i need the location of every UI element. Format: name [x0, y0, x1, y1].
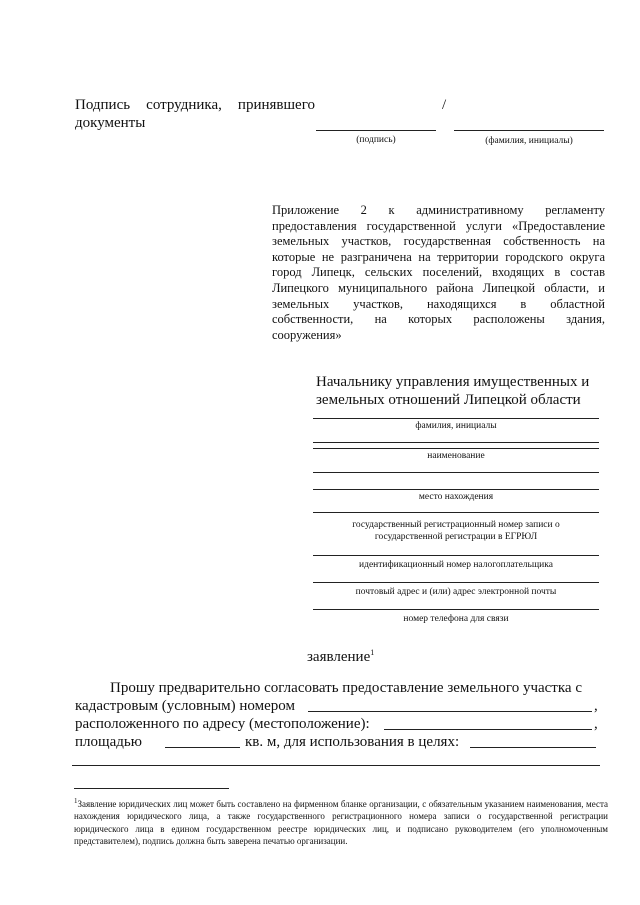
field-caption-name: фамилия, инициалы [415, 421, 497, 431]
addressee-line-1: Начальнику управления имущественных и [316, 374, 590, 390]
statement-line-1: Прошу предварительно согласовать предоставление земельного участка с [110, 680, 582, 696]
appendix-line: Приложение 2 к административному регламенту [272, 203, 605, 217]
field-caption-phone: номер телефона для связи [403, 614, 509, 624]
field-line-extra-1[interactable] [313, 472, 599, 473]
addressee-line-2: земельных отношений Липецкой области [316, 392, 581, 408]
area-input-line[interactable] [165, 747, 240, 748]
signature-slash: / [442, 97, 447, 113]
field-line-phone[interactable] [313, 609, 599, 610]
name-line [454, 130, 604, 131]
field-caption-address: почтовый адрес и (или) адрес электронной почты [355, 587, 557, 597]
field-line-separator [313, 442, 599, 443]
field-line-location[interactable] [313, 489, 599, 490]
name-caption: (фамилия, инициалы) [485, 136, 573, 146]
field-line-extra-2[interactable] [313, 512, 599, 513]
appendix-line: Липецкого муниципального района Липецкой области, и [272, 280, 605, 295]
field-caption-ogrn-1: государственный регистрационный номер записи о [352, 520, 560, 530]
address-label: расположенного по адресу (местоположение): [75, 716, 370, 732]
signature-label: Подпись сотрудника, принявшего документы [75, 97, 315, 131]
footnote-mark: 1 [74, 797, 78, 805]
statement-title [307, 644, 374, 666]
area-unit: кв. м, для использования в целях: [245, 734, 460, 750]
appendix-text [272, 203, 605, 343]
cadastral-input-line[interactable] [308, 711, 592, 712]
field-line-title[interactable] [313, 448, 599, 449]
appendix-line: земельных участков, находящихся в областной [272, 296, 605, 311]
statement-title-text: заявление [307, 649, 371, 665]
field-caption-location: место нахождения [418, 492, 494, 502]
area-label: площадью [75, 734, 142, 750]
appendix-line: сооружения» [272, 327, 342, 342]
appendix-line: земельных участков, государственная собственность на [272, 234, 605, 249]
appendix-line: предоставления государственной услуги «Предоставление [272, 218, 605, 233]
field-line-address[interactable] [313, 582, 599, 583]
appendix-line: которые не разграничена на территории городского округа [272, 249, 605, 264]
address-comma: , [594, 716, 598, 732]
field-caption-inn: идентификационный номер налогоплательщика [359, 560, 553, 570]
purpose-input-line[interactable] [470, 747, 596, 748]
address-input-line[interactable] [384, 729, 592, 730]
field-caption-title: наименование [427, 451, 485, 461]
full-width-input-line[interactable] [72, 765, 600, 766]
footnote-text [74, 795, 608, 848]
cadastral-comma: , [594, 698, 598, 714]
appendix-line: собственности, на которых расположены здания, [272, 312, 605, 327]
footnote-separator [74, 788, 229, 789]
field-caption-ogrn-2: государственной регистрации в ЕГРЮЛ [374, 532, 538, 542]
footnote-ref: 1 [370, 648, 375, 657]
appendix-line: город Липецк, сельских поселений, входящих в состав [272, 265, 605, 280]
signature-line [316, 130, 436, 131]
cadastral-label: кадастровым (условным) номером [75, 698, 295, 714]
footnote-body: Заявление юридических лиц может быть составлено на фирменном бланке организации, с обязательным указанием наименования, места нахождения юридического лица, а также государственного регистрационного номера записи о государственной регистрации юридического лица в едином государственном реестре юридических лиц, и подписано руководителем (его уполномоченным представителем), подпись должна быть заверена печатью организации. [74, 799, 608, 847]
field-line-name[interactable] [313, 418, 599, 419]
field-line-inn[interactable] [313, 555, 599, 556]
signature-caption: (подпись) [356, 135, 396, 145]
